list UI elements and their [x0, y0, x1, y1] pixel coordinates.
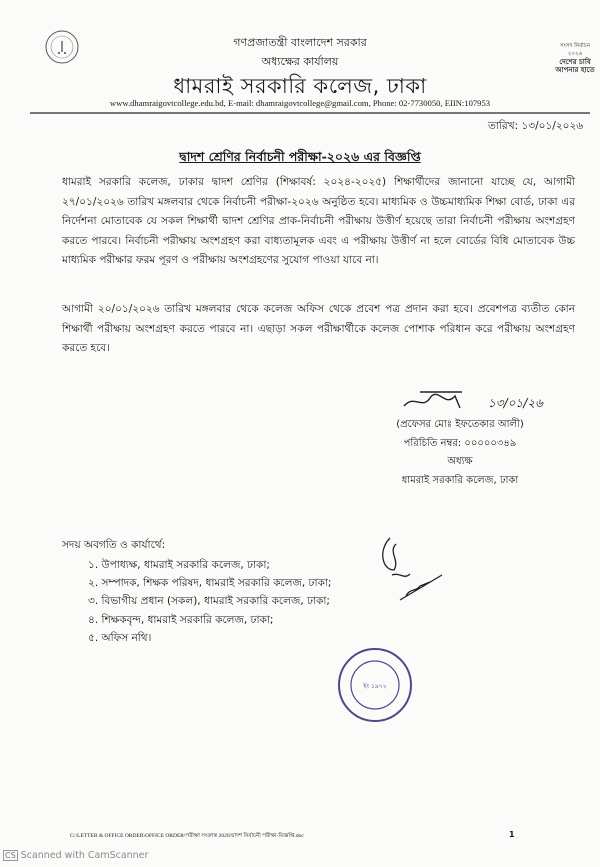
notice-paragraph: আগামী ২০/০১/২০২৬ তারিখ মঙ্গলবার থেকে কলেজ অফিস থেকে প্রবেশ পত্র প্রদান করা হবে। প্রবেশপত্র ব্যতীত কোন শিক্ষার্থী পরীক্ষায় অংশগ্রহণ করতে পারবে না। এছাড়া সকল পরীক্ষার্থীকে কলেজ পোশাক পরিধান করে পরীক্ষায় অংশগ্রহণ করতে হবে।: [62, 303, 575, 355]
signatory-designation: অধ্যক্ষ: [447, 456, 473, 467]
cc-item: ১. উপাধ্যক্ষ, ধামরাই সরকারি কলেজ, ঢাকা;: [88, 559, 270, 571]
slogan-line: আপনার হাতে: [555, 66, 595, 74]
contact-line: www.dhamraigovtcollege.edu.bd, E-mail: dhamraigovtcollege@gmail.com, Phone: 02-7730050, EIIN:107953: [109, 98, 491, 108]
college-name: ধামরাই সরকারি কলেজ, ঢাকা: [173, 74, 427, 98]
cc-item: ৪. শিক্ষকবৃন্দ, ধামরাই সরকারি কলেজ, ঢাকা;: [88, 613, 274, 626]
election-slogan: [553, 42, 597, 74]
college-stamp: [336, 646, 414, 724]
slogan-line: সংসদ নির্বাচন ২০২৬: [559, 43, 591, 57]
cc-item: ৩. বিভাগীয় প্রধান (সকল), ধামরাই সরকারি কলেজ, ঢাকা;: [88, 595, 330, 608]
cc-list: [88, 556, 331, 647]
office-name: অধ্যক্ষের কার্যালয়: [261, 55, 339, 68]
notice-title: দ্বাদশ শ্রেণির নির্বাচনী পরীক্ষা-২০২৬ এর বিজ্ঞপ্তি: [179, 149, 421, 164]
notice-date: তারিখ: ১৩/০১/২০২৬: [488, 120, 584, 132]
signature-block: [360, 416, 560, 490]
principal-signature: [400, 386, 490, 416]
camscanner-logo-icon: CS: [5, 851, 16, 860]
notice-paragraph: ধামরাই সরকারি কলেজ, ঢাকার দ্বাদশ শ্রেণির (শিক্ষাবর্ষ: ২০২৪-২০২৫) শিক্ষার্থীদের জানানো যাচ্ছে যে, আগামী ২৭/০১/২০২৬ তারিখ মঙ্গলবার থেকে নির্বাচনী পরীক্ষা-২০২৬ অনুষ্ঠিত হবে। মাধ্যমিক ও উচ্চমাধ্যমিক শিক্ষা বোর্ড, ঢাকা এর নির্দেশনা মোতাবেক যে সকল শিক্ষার্থী দ্বাদশ শ্রেণির প্রাক-নির্বাচনী পরীক্ষায় উত্তীর্ণ হয়েছে তারা নির্বাচনী পরীক্ষায় অংশগ্রহণ করতে পারবে। নির্বাচনী পরীক্ষায় অংশগ্রহণ করা বাধ্যতামূলক এবং এ পরীক্ষায় উত্তীর্ণ না হলে বোর্ডের বিধি মোতাবেক উচ্চ মাধ্যমিক পরীক্ষার ফরম পূরণ ও পরীক্ষায় অংশগ্রহণের সুযোগ পাওয়া যাবে না।: [62, 176, 575, 267]
camscanner-watermark: [3, 850, 148, 861]
svg-text:ইং ১৯৭২: ইং ১৯৭২: [363, 683, 387, 690]
file-path-footer: G:\LETTER & OFFICE ORDER\OFFICE ORDER\পরীক্ষা সংক্রান্ত 2026\দ্বাদশ নির্বাচনী পরীক্ষা-বিজ্ঞপ্তি.doc: [70, 833, 304, 839]
camscanner-label: Scanned with CamScanner: [20, 850, 149, 861]
signature-date: ১৩/০১/২৬: [488, 396, 543, 410]
signatory-name: (প্রফেসর মোঃ ইফতেকার আলী): [396, 419, 524, 430]
page-number: 1: [509, 830, 515, 839]
signatory-id: পরিচিতি নম্বর: ০০০০০৩৪৯: [403, 437, 517, 449]
handwritten-initials: [370, 530, 450, 610]
cc-item: ৫. অফিস নথি।: [88, 631, 152, 644]
cc-item: ২. সম্পাদক, শিক্ষক পরিষদ, ধামরাই সরকারি কলেজ, ঢাকা;: [88, 577, 332, 590]
signatory-institution: ধামরাই সরকারি কলেজ, ঢাকা: [401, 474, 519, 486]
header-divider: [30, 112, 590, 114]
cc-heading: সদয় অবগতি ও কার্যার্থে:: [62, 539, 166, 551]
government-name: গণপ্রজাতন্ত্রী বাংলাদেশ সরকার: [233, 36, 367, 49]
slogan-line: দেশের চাবি: [559, 58, 591, 66]
